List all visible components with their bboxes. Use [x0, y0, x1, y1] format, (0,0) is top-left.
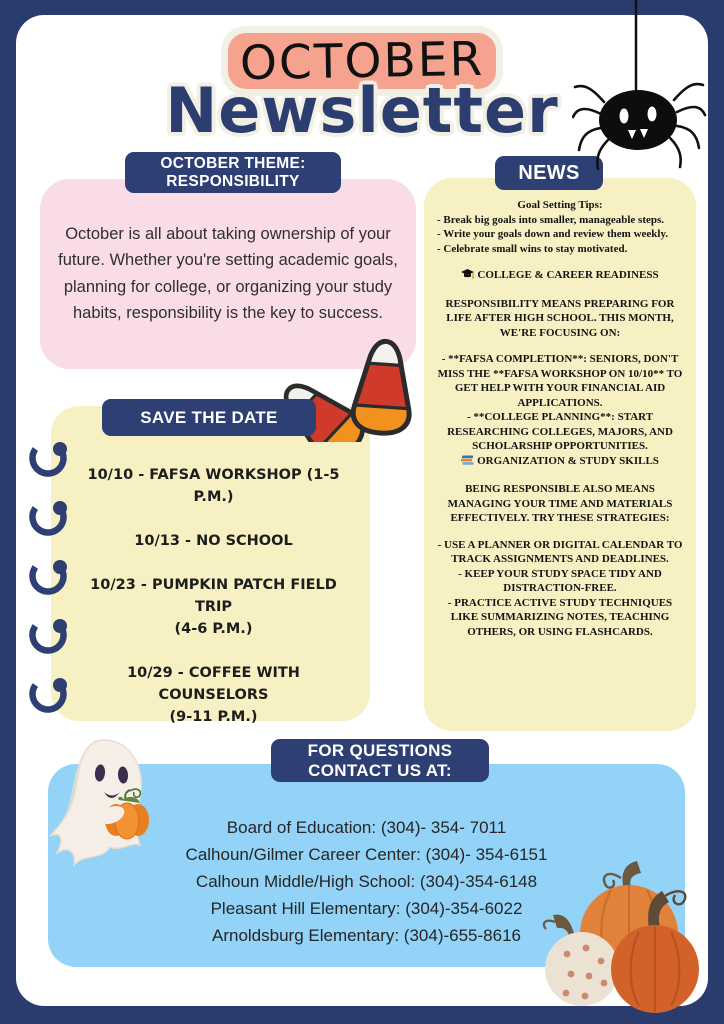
theme-body-text: October is all about taking ownership of your future. Whether you're setting academic goals, planning for college, or organizing your study habits, responsibility is the key to success.: [58, 225, 398, 323]
contact-line: Pleasant Hill Elementary: (304)-354-6022: [210, 899, 523, 918]
news-badge: NEWS: [495, 156, 603, 190]
contact-badge: [271, 739, 489, 782]
news-paragraph: - **FAFSA COMPLETION**: SENIORS, DON'T MISS THE **FAFSA WORKSHOP ON 10/10** TO GET HELP WITH YOUR FINANCIAL AID APPLICATIONS.: [437, 353, 683, 409]
news-paragraph: - PRACTICE ACTIVE STUDY TECHNIQUES LIKE SUMMARIZING NOTES, TEACHING OTHERS, OR USING FLASHCARDS.: [447, 596, 673, 638]
contact-badge-line1: FOR QUESTIONS: [307, 741, 453, 761]
ghost-icon: [26, 735, 170, 887]
news-paragraph: - **COLLEGE PLANNING**: START RESEARCHING COLLEGES, MAJORS, AND SCHOLARSHIP OPPORTUNITIES.: [447, 411, 673, 453]
contact-line: Calhoun/Gilmer Career Center: (304)- 354-6151: [185, 845, 548, 864]
contact-line: Board of Education: (304)- 354- 7011: [226, 818, 507, 837]
graduation-cap-icon: [461, 269, 474, 285]
pumpkins-icon: [541, 842, 705, 1014]
contact-line: Arnoldsburg Elementary: (304)-655-8616: [211, 926, 521, 945]
contact-badge-line2: CONTACT US AT:: [308, 760, 452, 780]
theme-badge-line1: OCTOBER THEME:: [160, 155, 306, 173]
books-icon: [461, 455, 474, 471]
save-the-date-box: [51, 406, 370, 725]
events-list: [51, 406, 370, 728]
news-paragraph: - Celebrate small wins to stay motivated.: [437, 242, 628, 255]
news-paragraph: Goal Setting Tips:: [517, 199, 603, 211]
spider-icon: [572, 0, 712, 172]
news-paragraph: - Break big goals into smaller, manageable steps.: [437, 213, 665, 226]
news-paragraph: - KEEP YOUR STUDY SPACE TIDY AND DISTRACTION-FREE.: [458, 567, 662, 595]
event-item: 10/23 - PUMPKIN PATCH FIELD TRIP (4-6 P.M.): [90, 577, 337, 637]
contact-line: Calhoun Middle/High School: (304)-354-6148: [195, 872, 538, 891]
title-newsletter: Newsletter: [165, 74, 559, 147]
theme-badge-line2: RESPONSIBILITY: [166, 172, 300, 190]
news-paragraph: BEING RESPONSIBLE ALSO MEANS MANAGING YOUR TIME AND MATERIALS EFFECTIVELY. TRY THESE STRATEGIES:: [447, 483, 673, 525]
event-item: 10/10 - FAFSA WORKSHOP (1-5 P.M.): [87, 467, 340, 505]
event-item: 10/29 - COFFEE WITH COUNSELORS (9-11 P.M.): [127, 665, 300, 725]
save-the-date-badge: SAVE THE DATE: [102, 399, 316, 436]
news-paragraph: ORGANIZATION & STUDY SKILLS: [437, 454, 683, 471]
event-item: 10/13 - NO SCHOOL: [134, 533, 293, 549]
news-paragraph: - USE A PLANNER OR DIGITAL CALENDAR TO TRACK ASSIGNMENTS AND DEADLINES.: [437, 538, 683, 566]
theme-badge: [125, 152, 341, 193]
news-paragraph: COLLEGE & CAREER READINESS: [437, 268, 683, 285]
news-box: [424, 178, 696, 731]
title-month: OCTOBER: [239, 31, 485, 91]
news-paragraph: RESPONSIBILITY MEANS PREPARING FOR LIFE AFTER HIGH SCHOOL. THIS MONTH, WE'RE FOCUSING ON:: [445, 297, 675, 339]
news-paragraph: - Write your goals down and review them weekly.: [437, 228, 669, 241]
binder-rings-icon: [27, 436, 73, 714]
